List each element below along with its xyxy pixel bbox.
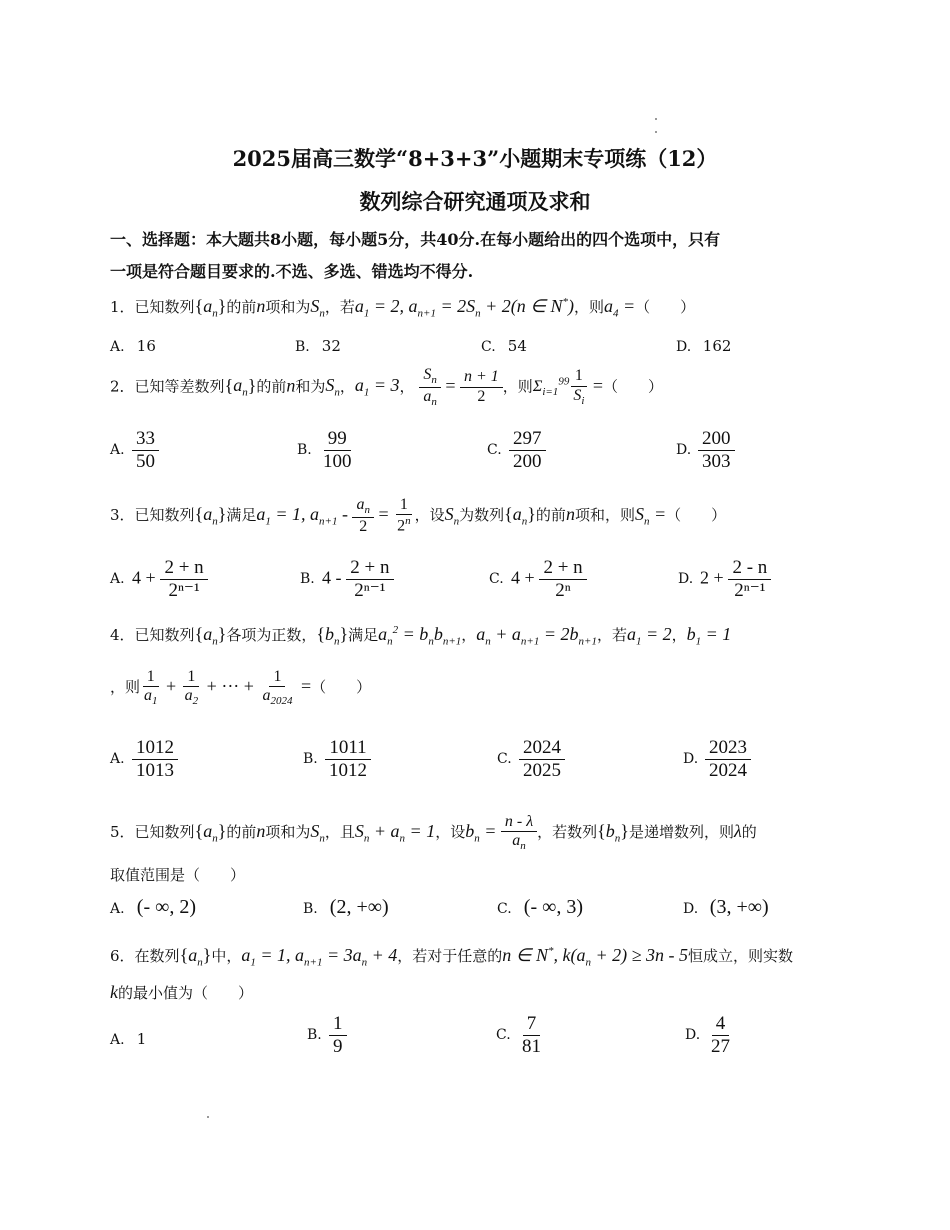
question-text: ，若 bbox=[596, 626, 627, 644]
question-text: 的前 bbox=[226, 298, 257, 316]
question-text: 已知等差数列 bbox=[134, 377, 225, 396]
question-1: 1．已知数列$\{a_n\}$的前n项和为$S_n$，若$a_1 = 2$, $a_{n+1} = 2S_n + 2(n$ ∈ N*)，则$a_4$ =（ ） bbox=[110, 296, 696, 320]
question-3: 3．已知数列$\{a_n\}$满足$a_1 = 1$, $a_{n+1}$ - $\frac{a_n}{2}$ = $\frac{1}{2^n}$ ，设$S_n$为数列$\{a_n\}$的前n项和，则$S_n$ =（ ） bbox=[110, 496, 727, 535]
question-6-line2: k的最小值为（ ） bbox=[110, 982, 254, 1002]
question-text: ，设 bbox=[435, 823, 466, 842]
question-5: 5．已知数列$\{a_n\}$的前n项和为$S_n$，且$S_n + a_n = 1$，设$b_n$ = $\frac{n - \lambda}{a_n}$ ，若数列$\{b_n\}$是递增数列，则λ的 bbox=[110, 813, 757, 853]
page-subtitle: 数列综合研究通项及求和 bbox=[359, 189, 591, 214]
section-heading-line2: 一项是符合题目要求的.不选、多选、错选均不得分. bbox=[110, 262, 474, 281]
question-number: 4． bbox=[110, 626, 135, 644]
option-d: D. (3, +∞) bbox=[683, 896, 769, 918]
option-d: D. $\frac{200}{303}$ bbox=[676, 428, 735, 473]
question-number: 6． bbox=[110, 947, 135, 965]
speck-mark bbox=[655, 118, 657, 120]
question-text: 项和为 bbox=[265, 298, 311, 316]
question-text: 已知数列 bbox=[134, 823, 195, 842]
question-text: 各项为正数， bbox=[226, 626, 317, 644]
question-text: 在数列 bbox=[134, 947, 180, 965]
question-fraction: $\frac{n + 1}{2}$ bbox=[460, 368, 503, 406]
option-a: A. $\frac{1012}{1013}$ bbox=[110, 737, 178, 782]
option-d: D. 162 bbox=[676, 337, 732, 355]
option-c: C. (- ∞, 3) bbox=[497, 896, 584, 918]
speck-mark bbox=[207, 1116, 209, 1118]
question-5-line2: 取值范围是（ ） bbox=[110, 866, 246, 884]
question-text: 满足 bbox=[348, 626, 379, 644]
question-text: 和为 bbox=[295, 377, 326, 396]
question-text: 的最小值为（ ） bbox=[118, 984, 254, 1002]
question-formula: $a_1 = 2$, $a_{n+1} = 2S_n + 2(n$ ∈ N*) bbox=[354, 296, 574, 320]
option-b: B. $\frac{1011}{1012}$ bbox=[303, 737, 371, 782]
question-text: 的前 bbox=[256, 377, 287, 396]
question-text: 已知数列 bbox=[134, 506, 195, 525]
option-d: D. 2 + $\frac{2 - n}{\text{2ⁿ⁻¹}}$ bbox=[678, 557, 771, 602]
question-number: 2． bbox=[110, 377, 135, 396]
question-text: 的前 bbox=[535, 506, 566, 525]
question-4-line2: ，则 $\frac{1}{a_1}$ + $\frac{1}{a_2}$ + ··· + $\frac{1}{a_{2024}}$ =（ ） bbox=[110, 668, 372, 708]
option-a: A. 4 + $\frac{2 + n}{\text{2ⁿ⁻¹}}$ bbox=[110, 557, 208, 602]
question-text: 恒成立，则实数 bbox=[687, 947, 793, 965]
question-text: 的 bbox=[741, 823, 757, 842]
question-text: ，若数列 bbox=[537, 823, 598, 842]
answer-blank: （ ） bbox=[635, 298, 696, 316]
option-a: A. 1 bbox=[110, 1030, 147, 1048]
question-number: 1． bbox=[110, 298, 135, 316]
question-4: 4．已知数列$\{a_n\}$各项为正数，$\{b_n\}$满足$a_n^2 = b_nb_{n+1}$，$a_n + a_{n+1} = 2b_{n+1}$，若$a_1 = 2$，$b_1 = 1$ bbox=[110, 624, 732, 648]
question-6: 6．在数列$\{a_n\}$中，$a_1 = 1$, $a_{n+1} = 3a_n + 4$，若对于任意的n ∈ N*, $k(a_n + 2) \ge 3n - 5$恒成立，则实数 bbox=[110, 945, 793, 969]
option-c: C. 4 + $\frac{2 + n}{\text{2ⁿ}}$ bbox=[489, 557, 587, 602]
question-text: ， bbox=[671, 626, 687, 644]
option-a: A. (- ∞, 2) bbox=[110, 896, 197, 918]
question-2: 2．已知等差数列$\{a_n\}$的前n和为$S_n$，$a_1 = 3$， $\frac{S_n}{a_n}$ = $\frac{n + 1}{2}$ ，则$\Sigma_{i=1}^{99}$ $\frac{1}{S_i}$ =（ ） bbox=[110, 366, 664, 409]
question-number: 3． bbox=[110, 506, 135, 525]
answer-blank: （ ） bbox=[603, 377, 664, 396]
speck-mark bbox=[655, 131, 657, 133]
question-text: 的前 bbox=[226, 823, 257, 842]
question-text: ， bbox=[461, 626, 477, 644]
question-text: ，则 bbox=[573, 298, 604, 316]
option-d: D. $\frac{2023}{2024}$ bbox=[683, 737, 751, 782]
question-text: 已知数列 bbox=[134, 626, 195, 644]
question-fraction: $\frac{1}{S_i}$ bbox=[569, 367, 588, 407]
page-title: 2025届高三数学“8+3+3”小题期末专项练（12） bbox=[232, 146, 718, 171]
question-text: ，若对于任意的 bbox=[397, 947, 503, 965]
option-b: B. $\frac{1}{9}$ bbox=[307, 1013, 347, 1058]
option-b: B. (2, +∞) bbox=[303, 896, 389, 918]
question-text: ，设 bbox=[414, 506, 445, 525]
option-b: B. 32 bbox=[295, 337, 341, 355]
option-a: A. 16 bbox=[110, 337, 156, 355]
option-d: D. $\frac{4}{27}$ bbox=[685, 1013, 730, 1057]
option-c: C. 54 bbox=[481, 337, 527, 355]
answer-blank: （ ） bbox=[666, 506, 727, 525]
section-heading-line1: 一、选择题：本大题共8小题，每小题5分，共40分.在每小题给出的四个选项中，只有 bbox=[110, 230, 721, 249]
question-text: 项和，则 bbox=[574, 506, 635, 525]
question-text: 满足 bbox=[226, 506, 257, 525]
option-b: B. $\frac{99}{100}$ bbox=[297, 428, 352, 472]
question-text: ，且 bbox=[324, 823, 355, 842]
question-text: 中， bbox=[211, 947, 242, 965]
question-text: 为数列 bbox=[459, 506, 505, 525]
option-c: C. $\frac{7}{81}$ bbox=[496, 1013, 541, 1057]
question-text: ， bbox=[339, 377, 355, 396]
question-text: 已知数列 bbox=[134, 298, 195, 316]
question-text: 项和为 bbox=[265, 823, 311, 842]
question-text: ，则 bbox=[502, 377, 533, 396]
option-c: C. $\frac{2024}{2025}$ bbox=[497, 737, 565, 782]
option-c: C. $\frac{297}{200}$ bbox=[487, 428, 546, 473]
answer-blank: （ ） bbox=[311, 678, 372, 697]
question-number: 5． bbox=[110, 823, 135, 842]
option-b: B. 4 - $\frac{2 + n}{\text{2ⁿ⁻¹}}$ bbox=[300, 557, 394, 602]
question-text: ，则 bbox=[110, 678, 141, 697]
option-a: A. $\frac{33}{50}$ bbox=[110, 428, 159, 473]
question-text: 是递增数列，则 bbox=[628, 823, 734, 842]
question-text: ，若 bbox=[324, 298, 355, 316]
question-fraction: $\frac{S_n}{a_n}$ bbox=[419, 366, 441, 409]
